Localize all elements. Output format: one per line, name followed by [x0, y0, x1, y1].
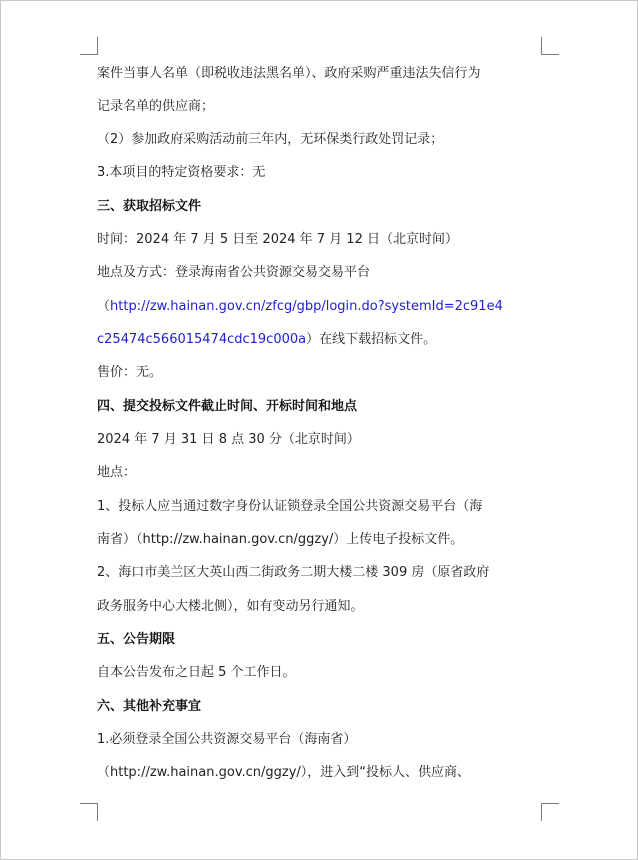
body-text-line: 1.必须登录全国公共资源交易平台（海南省）	[97, 732, 357, 747]
body-text-line: （http://zw.hainan.gov.cn/ggzy/），进入到“投标人、供应商、	[97, 765, 471, 780]
corner-mark-bottom-right	[541, 803, 559, 821]
body-text-line: 2、海口市美兰区大英山西二街政务二期大楼二楼 309 房（原省政府	[97, 565, 490, 580]
download-link[interactable]: http://zw.hainan.gov.cn/zfcg/gbp/login.do?systemId=2c91e4	[110, 299, 503, 314]
section-heading: 五、公告期限	[97, 632, 176, 647]
body-text-line: 售价：无。	[97, 365, 163, 380]
body-text-line: 地点：	[97, 465, 137, 480]
paren-open: （	[97, 299, 111, 314]
corner-mark-bottom-left	[80, 803, 98, 821]
body-text-line: 时间：2024 年 7 月 5 日至 2024 年 7 月 12 日（北京时间）	[97, 232, 458, 247]
body-text-line	[97, 298, 547, 316]
body-text-line: 2024 年 7 月 31 日 8 点 30 分（北京时间）	[97, 432, 360, 447]
body-text-line: 南省）（http://zw.hainan.gov.cn/ggzy/）上传电子投标文件。	[97, 532, 464, 547]
section-heading: 三、获取招标文件	[97, 199, 202, 214]
body-text-line: 记录名单的供应商；	[97, 99, 215, 114]
body-text-line: 3.本项目的特定资格要求：无	[97, 165, 266, 180]
download-link-continued[interactable]: c25474c566015474cdc19c000a	[97, 332, 307, 347]
body-text-line: 自本公告发布之日起 5 个工作日。	[97, 665, 296, 680]
corner-mark-top-left	[80, 37, 98, 55]
body-text-line: （2）参加政府采购活动前三年内，无环保类行政处罚记录；	[97, 132, 444, 147]
download-note: ）在线下载招标文件。	[306, 332, 437, 347]
body-text-line: 政务服务中心大楼北侧），如有变动另行通知。	[97, 599, 364, 614]
body-text-line: 案件当事人名单（即税收违法黑名单）、政府采购严重违法失信行为	[97, 66, 481, 81]
body-text-line	[97, 331, 547, 349]
body-text-line: 地点及方式：登录海南省公共资源交易交易平台	[97, 265, 371, 280]
section-heading: 四、提交投标文件截止时间、开标时间和地点	[97, 399, 358, 414]
corner-mark-top-right	[541, 37, 559, 55]
body-text-line: 1、投标人应当通过数字身份认证锁登录全国公共资源交易平台（海	[97, 499, 483, 514]
section-heading: 六、其他补充事宜	[97, 699, 202, 714]
